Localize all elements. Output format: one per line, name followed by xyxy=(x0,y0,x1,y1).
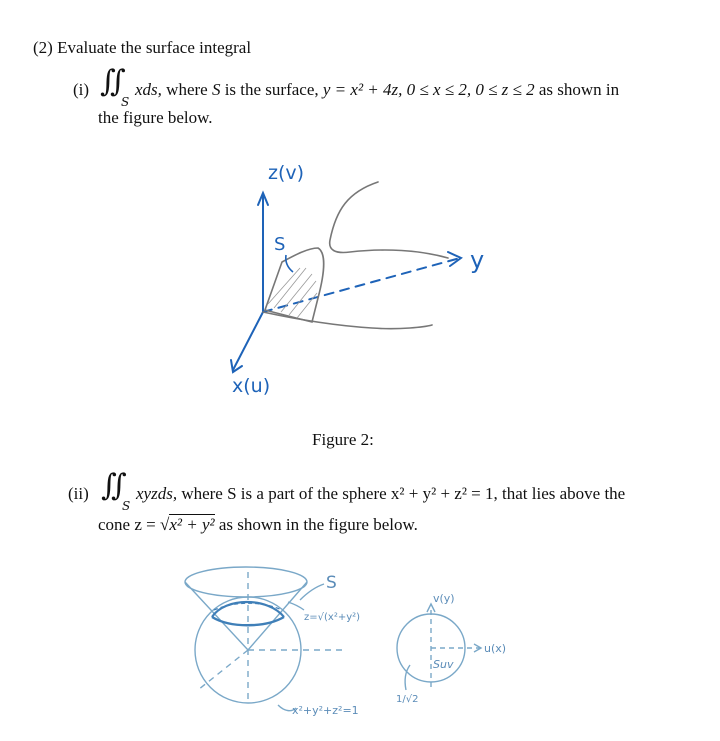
figure2-cone-label: z=√(x²+y²) xyxy=(304,612,361,623)
figure2-s-label: S xyxy=(326,573,337,593)
part-i-line2: the figure below. xyxy=(98,108,213,127)
part-i-equation: y = x² + 4z, 0 ≤ x ≤ 2, 0 ≤ z ≤ 2 xyxy=(322,80,535,99)
part-ii-label: (ii) xyxy=(68,484,89,503)
y-axis-label: y xyxy=(470,246,485,274)
cone-top-ellipse xyxy=(185,567,307,597)
radius-label: 1/√2 xyxy=(396,694,419,705)
z-axis-label: z(v) xyxy=(268,162,305,184)
cone-left-edge xyxy=(185,582,248,650)
sqrt-argument: x² + y² xyxy=(169,515,215,534)
part-ii-integrand: xyzds, xyxy=(136,484,178,503)
x-axis-dashed-2 xyxy=(198,650,248,690)
part-i-where: where xyxy=(166,80,208,99)
x-axis-label: x(u) xyxy=(232,375,271,397)
double-integral-sign-i: ∬ xyxy=(100,64,126,99)
integral-subscript-i: S xyxy=(121,95,130,109)
part-ii-text1: where S is a part of the sphere x² + y² + z² = 1, that lies above the xyxy=(181,484,626,503)
problem-title: Evaluate the surface integral xyxy=(57,38,252,57)
radius-pointer xyxy=(405,665,410,690)
double-integral-sign-ii: ∬ xyxy=(101,468,127,503)
part-i-s: S xyxy=(211,80,221,99)
integral-subscript-ii: S xyxy=(122,499,131,513)
figure-caption: Figure 2: xyxy=(312,430,374,449)
part-ii-cone-prefix: cone z = xyxy=(98,515,156,534)
surface-s-label: S xyxy=(274,234,286,255)
part-i-integrand: xds, xyxy=(135,80,162,99)
part-i-tail: as shown in xyxy=(538,80,620,99)
sqrt-sign: √ xyxy=(159,515,170,534)
part-i-is-surface: is the surface, xyxy=(224,80,319,99)
part-ii-text2: as shown in the figure below. xyxy=(218,515,418,534)
problem-number: (2) xyxy=(33,38,53,57)
figure2-sphere-label: x²+y²+z²=1 xyxy=(292,704,359,717)
cone-right-edge xyxy=(248,582,307,650)
u-axis-label: u(x) xyxy=(484,642,507,655)
suv-label: Suv xyxy=(433,658,454,671)
cone-pointer xyxy=(288,602,304,610)
v-axis-label: v(y) xyxy=(433,592,455,605)
part-i-label: (i) xyxy=(73,80,90,99)
